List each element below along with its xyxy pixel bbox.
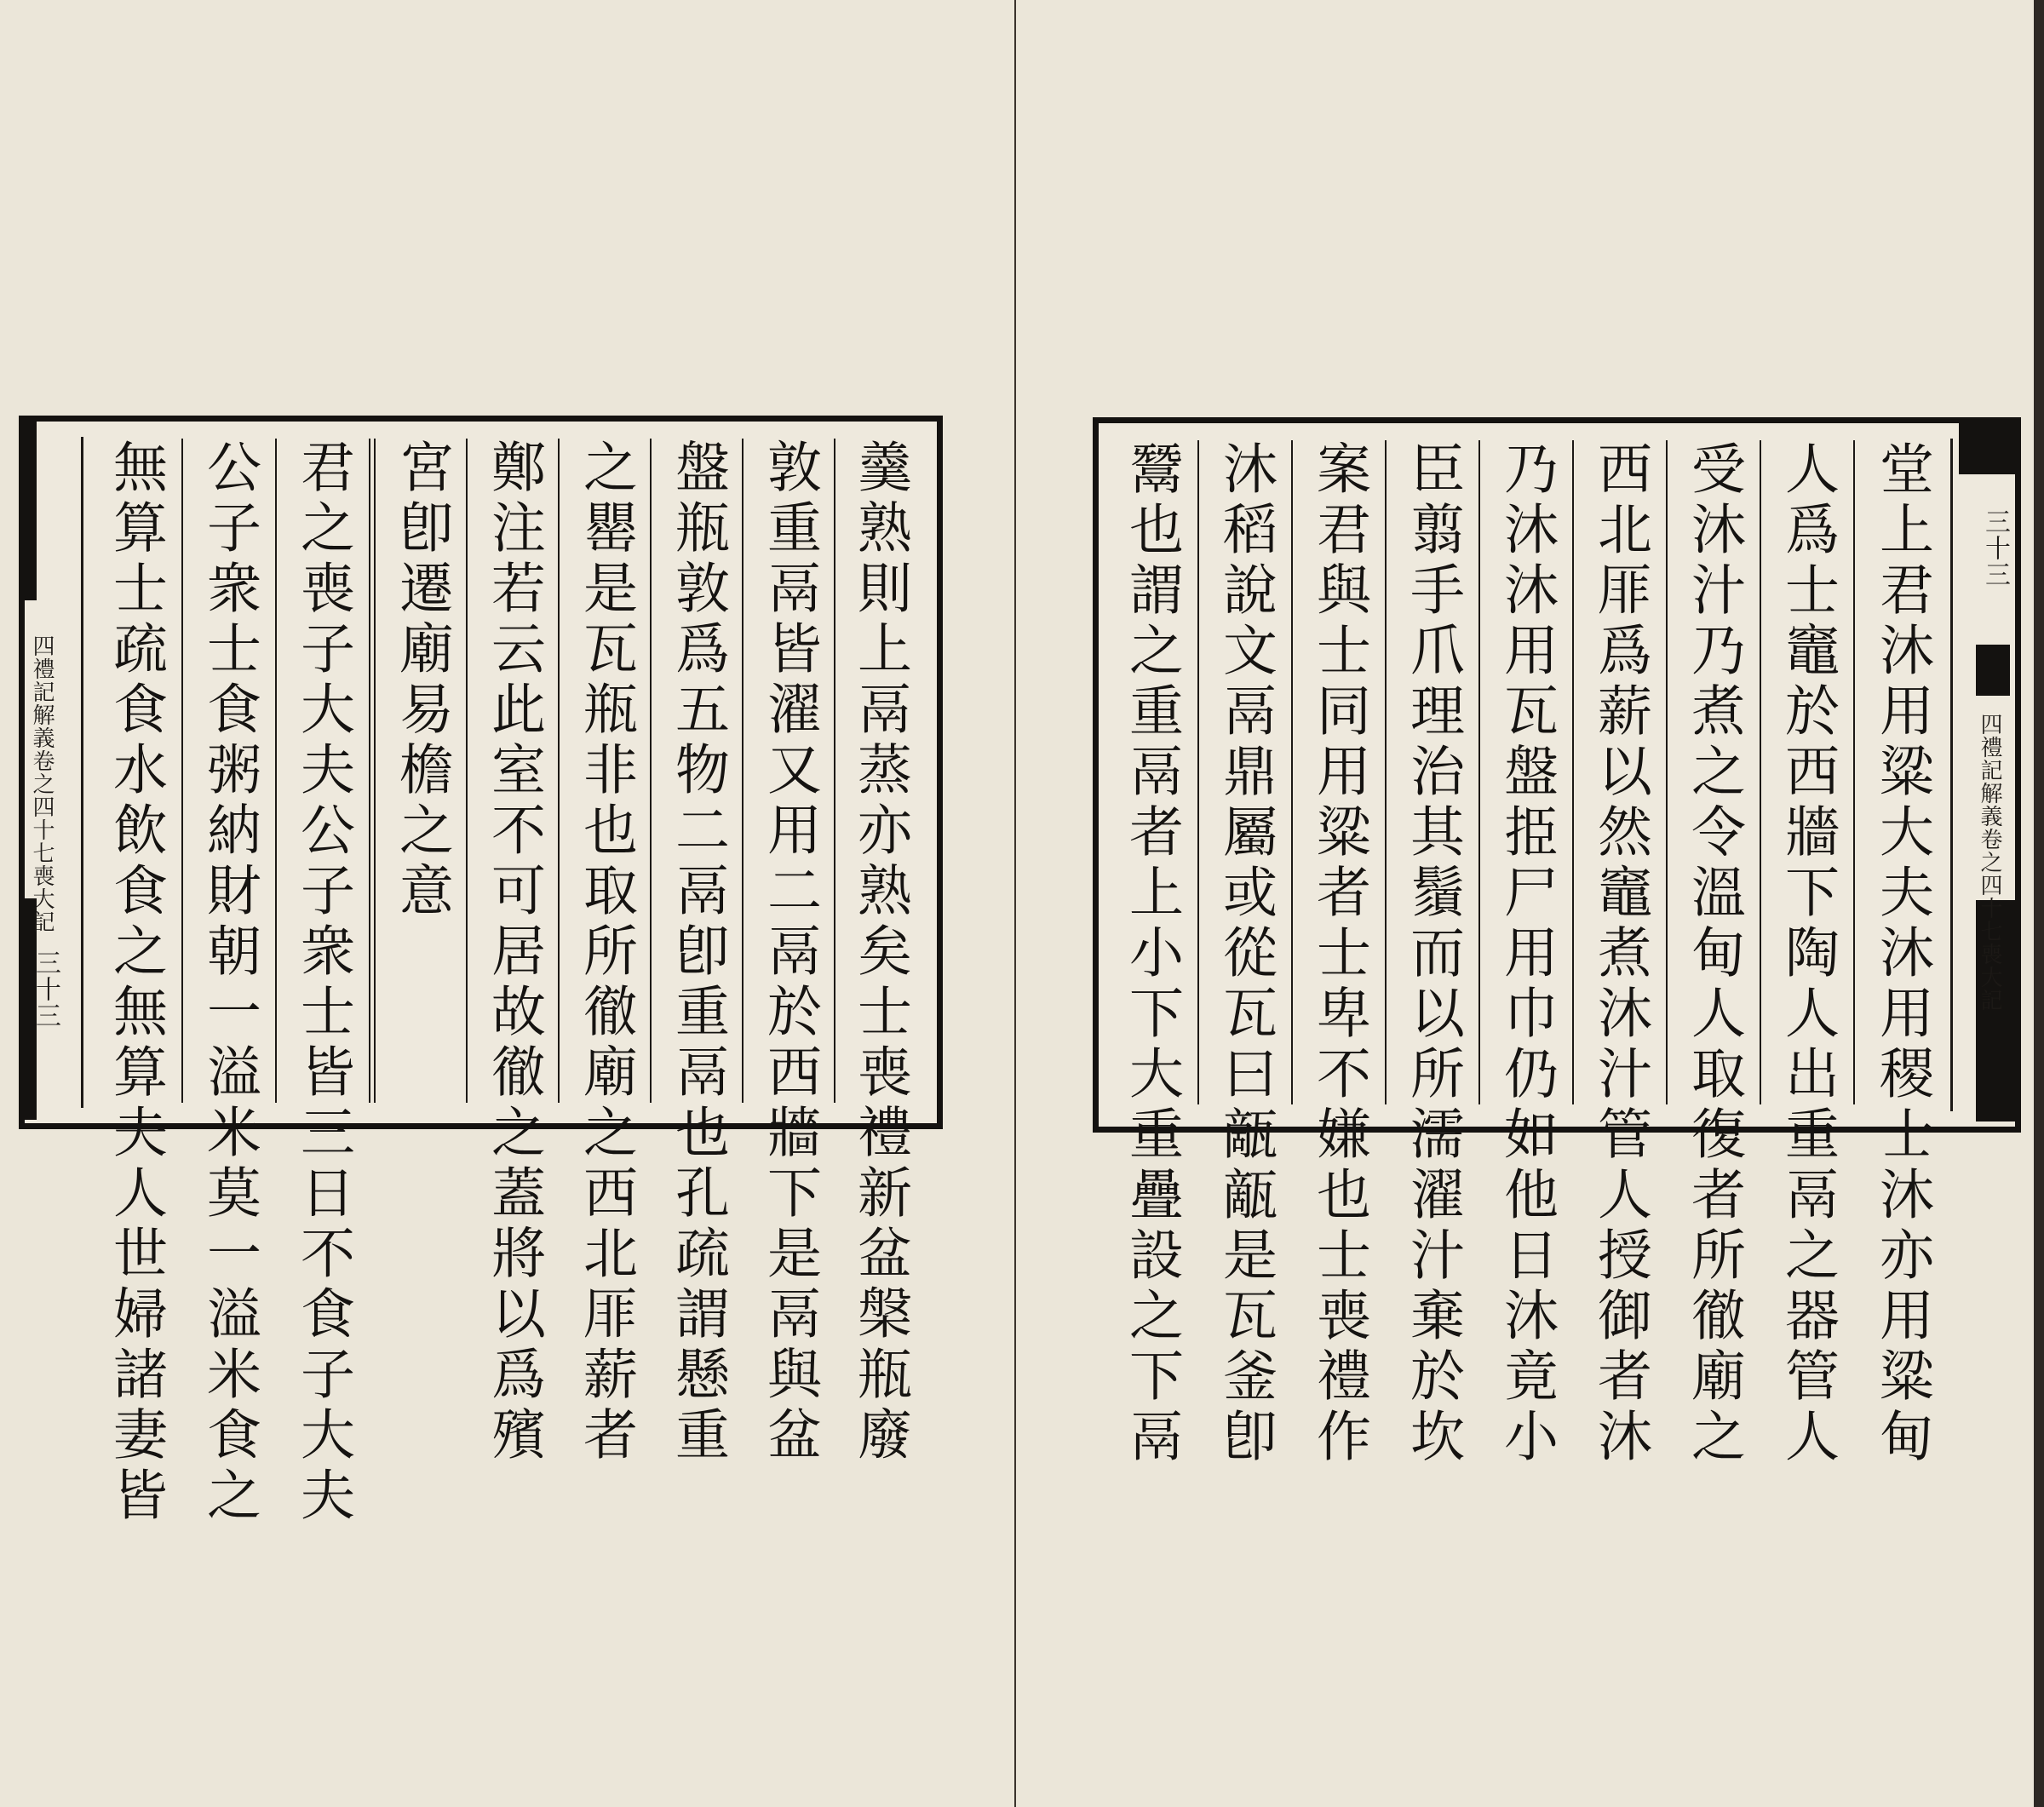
right-column-5: 乃沐沐用瓦盤挋尸用巾仍如他日沐竟小 xyxy=(1480,440,1574,1104)
right-column-2: 人爲士竈於西牆下陶人出重鬲之器管人 xyxy=(1761,440,1855,1104)
left-column-1: 羹熟則上鬲蒸亦熟矣士喪禮新盆槃瓶廢 xyxy=(848,439,911,1466)
right-column-6: 臣翦手爪理治其鬚而以所濡濯汁棄於坎 xyxy=(1387,440,1480,1104)
left-banxin-band-top xyxy=(25,422,37,600)
right-column-8: 沐稻說文鬲鼎屬或從瓦曰甋甋是瓦釜卽 xyxy=(1199,440,1293,1104)
left-page xyxy=(0,0,1014,1807)
left-column-3: 盤瓶敦爲五物二鬲卽重鬲也孔疏謂懸重 xyxy=(653,439,744,1103)
left-banxin-folio: 三十三 xyxy=(31,949,60,1029)
right-page xyxy=(1016,0,2034,1807)
right-column-9: 鬵也謂之重鬲者上小下大重疊設之下鬲 xyxy=(1105,440,1199,1104)
right-frame-inner-line xyxy=(1950,439,1953,1111)
left-column-5: 鄭注若云此室不可居故徹之蓋將以爲殯 xyxy=(469,439,560,1103)
left-frame-inner-line xyxy=(81,437,83,1108)
left-column-8: 君之喪子大夫公子衆士皆三日不食子大夫 xyxy=(277,439,370,1103)
left-column-10: 無算士疏食水飲食之無算夫人世婦諸妻皆 xyxy=(89,439,183,1103)
right-column-1: 堂上君沐用粱大夫沐用稷士沐亦用粱甸 xyxy=(1870,440,1933,1468)
right-column-4: 西北厞爲薪以然竈煮沐汁管人授御者沐 xyxy=(1574,440,1668,1104)
right-column-7: 案君與士同用粱者士卑不嫌也士喪禮作 xyxy=(1293,440,1387,1104)
left-text-frame xyxy=(19,416,943,1527)
right-banxin-band-mid xyxy=(1976,645,2010,696)
right-column-3: 受沐汁乃煮之令溫甸人取復者所徹廟之 xyxy=(1668,440,1761,1104)
left-column-6: 宮卽遷廟易檐之意 xyxy=(377,439,468,1103)
right-banxin-band-top xyxy=(1959,423,2015,474)
book-edge-strip xyxy=(2034,0,2044,1807)
right-banxin-header: 四禮記解義卷之四十七喪大記 xyxy=(1977,713,2002,1012)
left-column-2: 敦重鬲皆濯又用二鬲於西牆下是鬲與盆 xyxy=(745,439,835,1103)
right-banxin-folio: 三十三 xyxy=(1980,508,2010,588)
right-text-frame xyxy=(1093,417,2021,1468)
left-column-4: 之罌是瓦瓶非也取所徹廟之西北厞薪者 xyxy=(561,439,652,1103)
left-banxin-header: 四禮記解義卷之四十七喪大記 xyxy=(29,634,55,933)
left-column-9: 公子衆士食粥納財朝一溢米莫一溢米食之 xyxy=(183,439,277,1103)
